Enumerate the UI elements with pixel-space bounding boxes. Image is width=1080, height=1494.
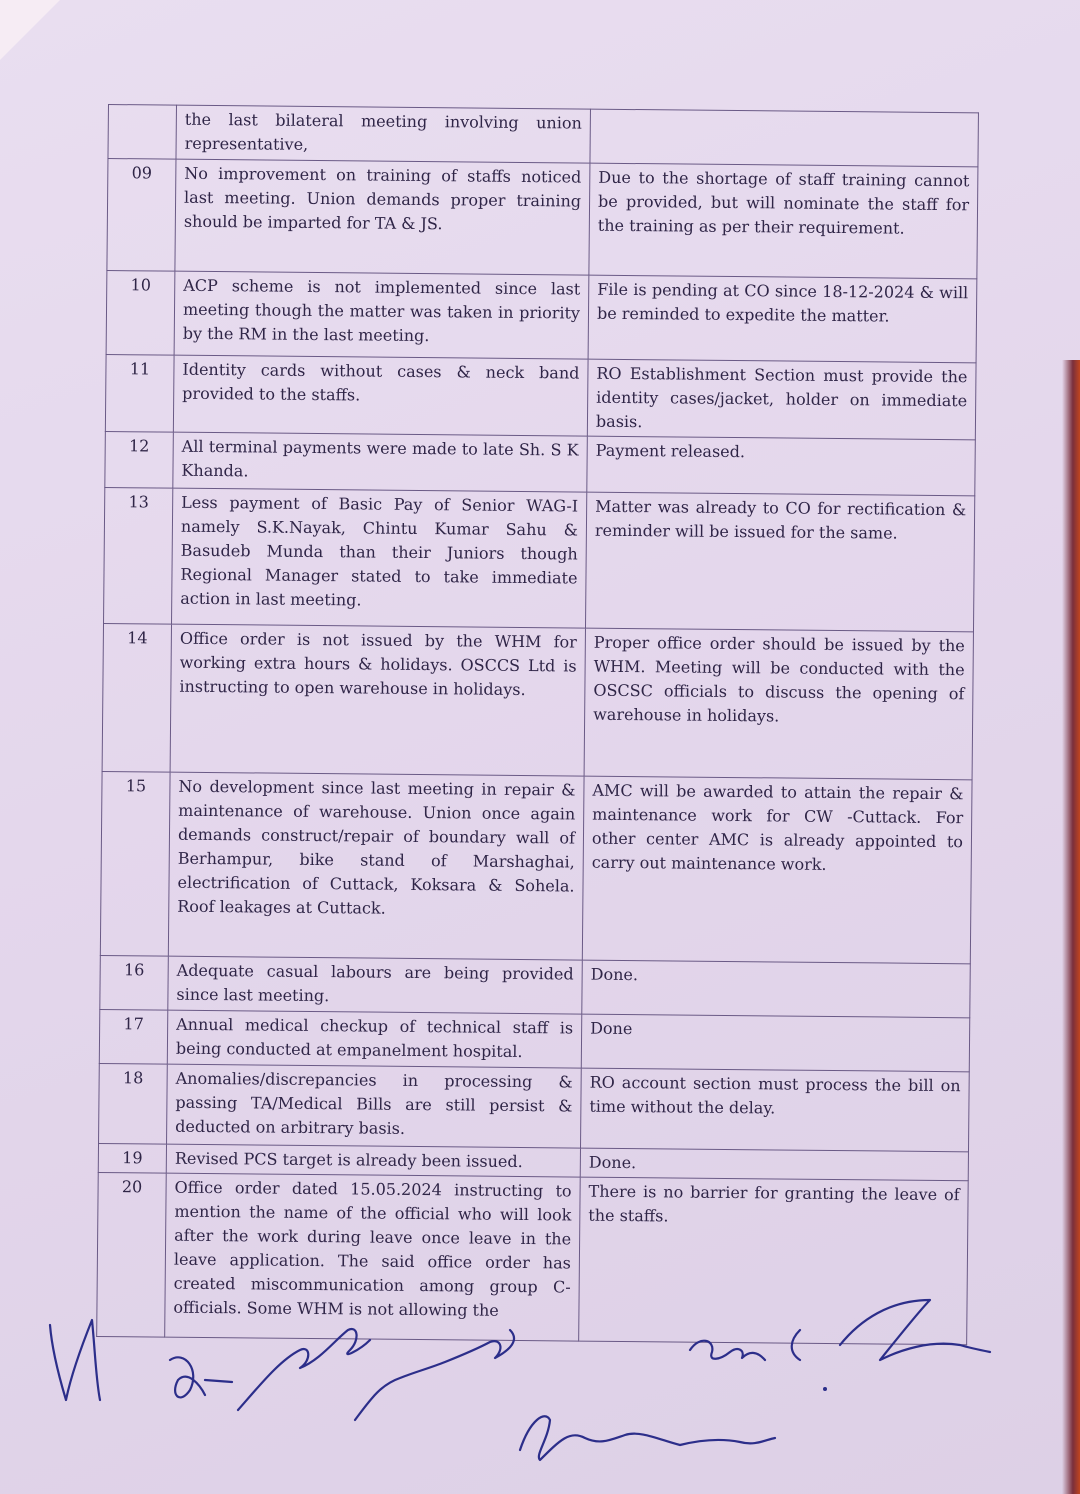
- table-row: [100, 771, 972, 963]
- issue-text: Office order dated 15.05.2024 instructing to mention the name of the official who will look after the work during leave once leave in the leave application. The said office order has created miscommunication among group C-officials. Some WHM is not allowing the: [165, 1173, 581, 1341]
- issue-text: No improvement on training of staffs noticed last meeting. Union demands proper training should be imparted for TA & JS.: [175, 159, 590, 275]
- action-text: Matter was already to CO for rectification & reminder will be issued for the same.: [585, 492, 974, 632]
- minutes-table-wrapper: [96, 104, 1008, 1341]
- row-number: 19: [98, 1143, 166, 1173]
- table-row: [107, 159, 978, 279]
- issue-text: the last bilateral meeting involving union representative,: [176, 105, 590, 163]
- issue-text: ACP scheme is not implemented since last meeting though the matter was taken in priority by the RM in the last meeting.: [174, 271, 589, 359]
- signature-2: [170, 1357, 232, 1397]
- row-number: 11: [105, 354, 174, 432]
- issue-text: Identity cards without cases & neck band provided to the staffs.: [173, 355, 588, 436]
- signature-4: [355, 1330, 514, 1420]
- row-number: 09: [107, 159, 176, 272]
- row-number: 20: [97, 1172, 167, 1337]
- row-number: 17: [99, 1009, 168, 1064]
- issue-text: Annual medical checkup of technical staff is being conducted at empanelment hospital.: [167, 1010, 581, 1068]
- paper-corner: [0, 0, 60, 60]
- table-row: [99, 1009, 969, 1071]
- signature-1: [50, 1320, 100, 1400]
- action-text: AMC will be awarded to attain the repair & maintenance work for CW -Cuttack. For other center AMC is already appointed to carry out maintenance work.: [582, 776, 972, 964]
- action-text: RO Establishment Section must provide the identity cases/jacket, holder on immediate basis.: [587, 359, 976, 440]
- signature-3: [238, 1329, 370, 1410]
- issue-text: Less payment of Basic Pay of Senior WAG-I namely S.K.Nayak, Chintu Kumar Sahu & Basudeb Munda than their Juniors though Regional Manager stated to take immediate action in last meeting.: [172, 488, 587, 628]
- row-number: 10: [106, 270, 175, 355]
- table-row: [106, 270, 977, 362]
- row-number: 12: [105, 431, 174, 488]
- signature-7: [520, 1416, 775, 1460]
- row-number: 15: [100, 771, 170, 956]
- issue-text: Anomalies/discrepancies in processing & passing TA/Medical Bills are still persist & deducted on arbitrary basis.: [167, 1064, 582, 1148]
- action-text: Payment released.: [587, 436, 976, 496]
- issue-text: Adequate casual labours are being provided since last meeting.: [168, 956, 582, 1014]
- action-text: Done: [581, 1014, 970, 1072]
- issue-text: No development since last meeting in repair & maintenance of warehouse. Union once again demands construct/repair of boundary wall of Berhampur, bike stand of Marshaghai, electrification of Cuttack, Koksara & Sohela. Roof leakages at Cuttack.: [168, 772, 584, 960]
- table-row: [105, 431, 975, 495]
- action-text: Proper office order should be issued by the WHM. Meeting will be conducted with the OSCSC officials to discuss the opening of warehouse in holidays.: [584, 628, 973, 780]
- action-text: Done.: [580, 1148, 968, 1181]
- signature-area: [0, 1290, 1080, 1494]
- action-text: Done.: [582, 960, 971, 1018]
- table-row: [108, 105, 978, 167]
- issue-text: All terminal payments were made to late Sh. S K Khanda.: [173, 432, 588, 492]
- row-number: 18: [99, 1063, 168, 1144]
- row-number: 16: [100, 955, 169, 1010]
- action-text: RO account section must process the bill on time without the delay.: [580, 1068, 969, 1152]
- signature-6: [792, 1300, 990, 1360]
- table-row: [102, 623, 973, 779]
- table-row: [104, 487, 975, 631]
- action-text: Due to the shortage of staff training cannot be provided, but will nominate the staff for the training as per their requirement.: [589, 163, 978, 279]
- table-row: [100, 955, 970, 1017]
- signature-5: [690, 1341, 765, 1360]
- row-number: 13: [104, 487, 173, 624]
- action-text: [590, 109, 979, 167]
- row-number: [108, 105, 177, 160]
- row-number: 14: [102, 623, 171, 772]
- issue-text: Revised PCS target is already been issued.: [166, 1144, 580, 1177]
- action-text: File is pending at CO since 18-12-2024 & will be reminded to expedite the matter.: [588, 275, 977, 363]
- minutes-table: [96, 104, 979, 1345]
- table-row: [99, 1063, 970, 1151]
- issue-text: Office order is not issued by the WHM for working extra hours & holidays. OSCCS Ltd is instructing to open warehouse in holidays.: [170, 624, 585, 776]
- action-text: There is no barrier for granting the leave of the staffs.: [579, 1177, 969, 1345]
- table-row: [105, 354, 976, 439]
